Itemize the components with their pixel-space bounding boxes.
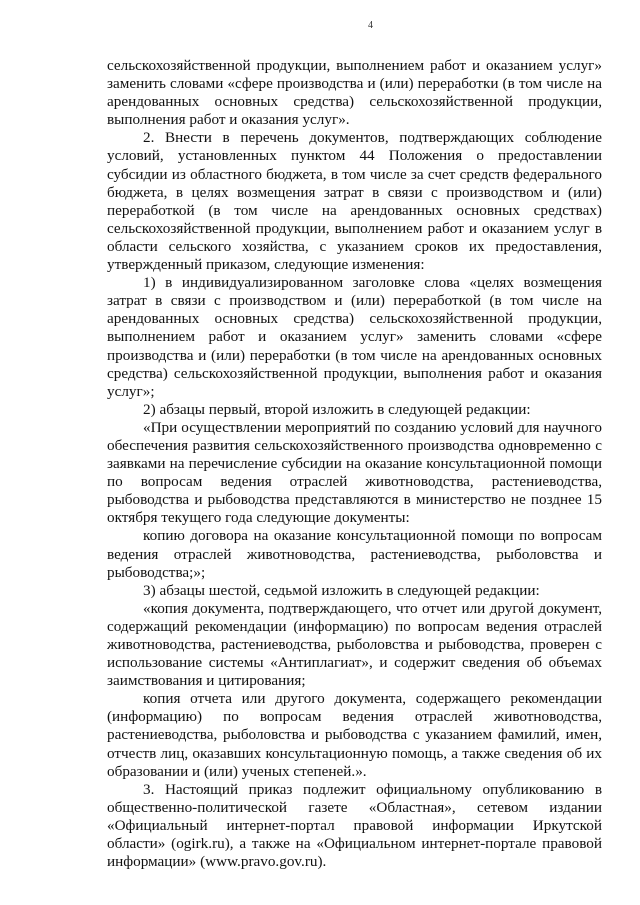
paragraph: копия отчета или другого документа, содержащего рекомендации (информацию) по вопросам ведения отраслей животноводства, растениеводства, рыболовства и рыбоводства с указанием фамилий, имен, отчеств лиц, оказавших консультационную помощь, а также сведения об их образовании и (или) ученых степеней.».	[107, 690, 602, 780]
paragraph: 3) абзацы шестой, седьмой изложить в следующей редакции:	[143, 581, 540, 599]
paragraph: копию договора на оказание консультационной помощи по вопросам ведения отраслей животноводства, растениеводства, рыболовства и рыбоводства;»;	[107, 527, 602, 581]
paragraph: «При осуществлении мероприятий по созданию условий для научного обеспечения развития сельскохозяйственного производства одновременно с заявками на перечисление субсидии на оказание консультационной помощи по вопросам ведения отраслей животноводства, растениеводства, рыбоводства и рыбоводства представляются в министерство не позднее 15 октября текущего года следующие документы:	[107, 418, 602, 527]
paragraph: 2. Внести в перечень документов, подтверждающих соблюдение условий, установленных пунктом 44 Положения о предоставлении субсидии из областного бюджета, в том числе за счет средств федерального бюджета, в целях возмещения затрат в связи с производством и (или) переработкой (в том числе на арендованных основных средствах) сельскохозяйственной продукции, выполнением работ и оказанием услуг в области сельского хозяйства, с указанием сроков их предоставления, утвержденный приказом, следующие изменения:	[107, 129, 602, 274]
page-number: 4	[368, 20, 373, 31]
paragraph: 3. Настоящий приказ подлежит официальному опубликованию в общественно-политической газете «Областная», сетевом издании «Официальный интернет-портал правовой информации Иркутской области» (ogirk.ru), а также на «Официальном интернет-портале правовой информации» (www.pravo.gov.ru).	[107, 780, 602, 871]
document-body	[107, 57, 602, 871]
paragraph: 1) в индивидуализированном заголовке слова «целях возмещения затрат в связи с производством и (или) переработкой (в том числе на арендованных основных средства) сельскохозяйственной продукции, выполнением работ и оказанием услуг» заменить словами «сфере производства и (или) переработки (в том числе на арендованных основных средства) сельскохозяйственной продукции, выполнения работ и оказания услуг»;	[107, 274, 602, 400]
paragraph: «копия документа, подтверждающего, что отчет или другой документ, содержащий рекомендации (информацию) по вопросам ведения отраслей животноводства, растениеводства, рыболовства и рыбоводства, проверен с использование системы «Антиплагиат», и содержит сведения об объемах заимствования и цитирования;	[107, 599, 602, 690]
paragraph: сельскохозяйственной продукции, выполнением работ и оказанием услуг» заменить словами «сфере производства и (или) переработки (в том числе на арендованных основных средства) сельскохозяйственной продукции, выполнения работ и оказания услуг».	[107, 57, 602, 129]
paragraph: 2) абзацы первый, второй изложить в следующей редакции:	[143, 400, 531, 418]
